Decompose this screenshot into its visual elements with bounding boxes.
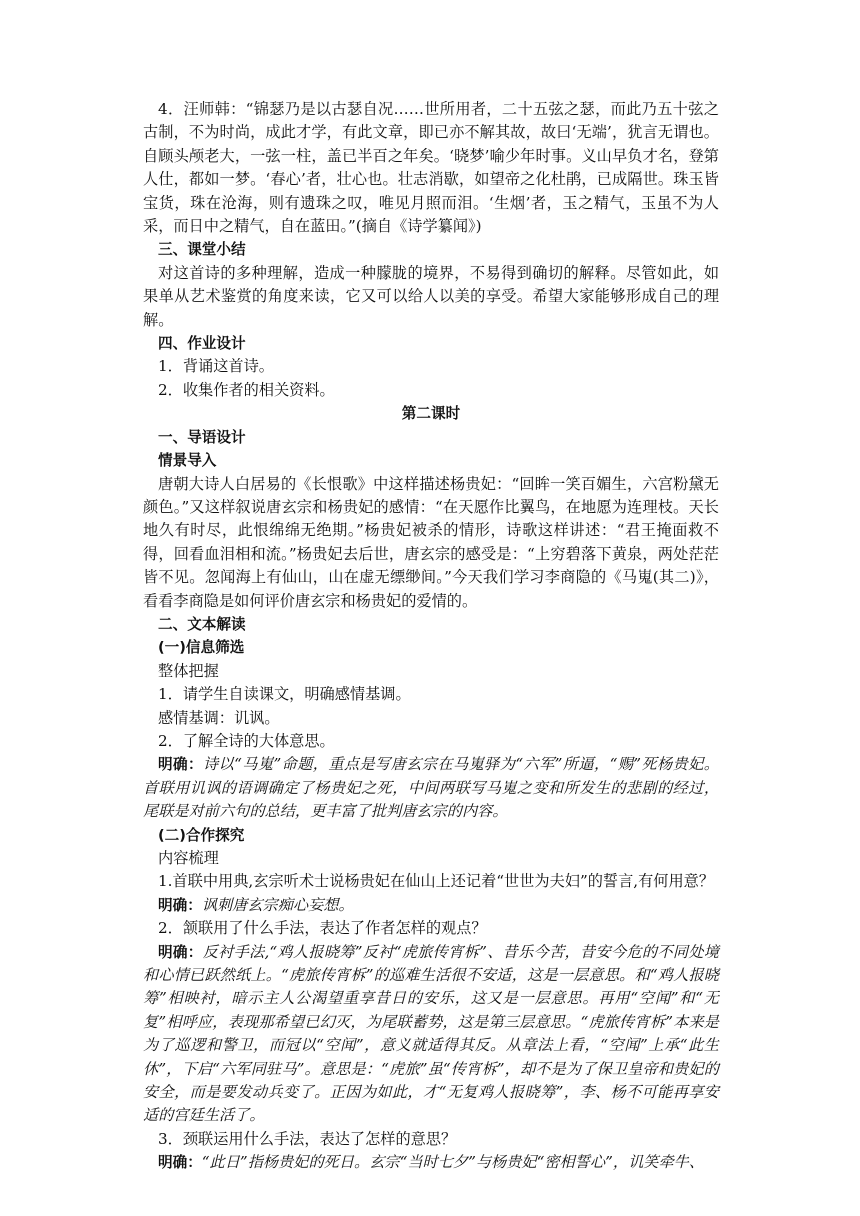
subheading-content: 内容梳理: [158, 849, 219, 867]
heading-class-summary: 三、课堂小结: [158, 241, 246, 259]
summary-paragraph: 对这首诗的多种理解，造成一种朦胧的境界，不易得到确切的解释。尽管如此，如果单从艺术鉴赏的角度来读，它又可以给人以美的享受。希望大家能够形成自己的理解。: [143, 263, 719, 329]
intro-paragraph: 唐朝大诗人白居易的《长恨歌》中这样描述杨贵妃：“回眸一笑百媚生，六宫粉黛无颜色。”又这样叙说唐玄宗和杨贵妃的感情：“在天愿作比翼鸟，在地愿为连理枝。天长地久有时尽，此恨绵绵无绝期。”杨贵妃被杀的情形，诗歌这样讲述：“君王掩面救不得，回看血泪相和流。”杨贵妃去后世，唐玄宗的感受是：“上穷碧落下黄泉，两处茫茫皆不见。忽闻海上有仙山，山在虚无缥缈间。”今天我们学习李商隐的《马嵬(其二)》，看看李商隐是如何评价唐玄宗和杨贵妃的爱情的。: [143, 474, 719, 610]
answer-2-text: 诗以“马嵬”命题，重点是写唐玄宗在马嵬驿为“六军”所逼，“赐”死杨贵妃。首联用讥讽的语调确定了杨贵妃之死，中间两联写马嵬之变和所发生的悲剧的经过，尾联是对前六句的总结，更丰富了批判唐玄宗的内容。: [143, 755, 719, 821]
clarify-label: 明确：: [158, 943, 203, 961]
quote-paragraph-wang-shihan: 4．汪师韩：“锦瑟乃是以古瑟自况……世所用者，二十五弦之瑟，而此乃五十弦之古制，不为时尚，成此才学，有此文章，即已亦不解其故，故曰‘无端’，犹言无谓也。自顾头颅老大，一弦一柱，盖已半百之年矣。‘晓梦’喻少年时事。义山早负才名，登第人仕，都如一梦。‘春心’者，壮心也。壮志消歇，如望帝之化杜鹃，已成隔世。珠玉皆宝货，珠在沧海，则有遗珠之叹，唯见月照而泪。‘生烟’者，玉之精气，玉虽不为人采，而日中之精气，自在蓝田。”(摘自《诗学纂闻》): [143, 100, 719, 236]
heading-info-filter: (一)信息筛选: [158, 639, 245, 657]
heading-cooperation: (二)合作探究: [158, 826, 245, 844]
clarify-label: 明确：: [158, 896, 202, 914]
homework-item-1: 1．背诵这首诗。: [158, 357, 274, 376]
coop-answer-2-text: 反衬手法,“鸡人报晓筹”反衬“虎旅传宵柝”、昔乐今苦，昔安今危的不同处境和心情已跃然纸上。“虎旅传宵柝”的巡难生活很不安适，这是一层意思。和“鸡人报晓筹”相映衬，暗示主人公渴望重享昔日的安乐，这又是一层意思。再用“空闻”和“无复”相呼应，表现那希望已幻灭，为尾联蓄势，这是第三层意思。“虎旅传宵柝”本来是为了巡逻和警卫，而冠以“空闻”，意义就适得其反。从章法上看，“空闻”上承“此生休”，下启“六军同驻马”。意思是：“虎旅”虽“传宵柝”，却不是为了保卫皇帝和贵妃的安全，而是要发动兵变了。正因为如此，才“无复鸡人报晓筹”，李、杨不可能再享安适的宫廷生活了。: [143, 942, 719, 1125]
coop-answer-3-text: “此日”指杨贵妃的死日。玄宗“当时七夕”与杨贵妃“密相誓心”，讥笑牵牛、: [201, 1153, 705, 1172]
answer-1: 感情基调：讥讽。: [158, 708, 280, 727]
coop-answer-1-text: 讽刺唐玄宗痴心妄想。: [201, 895, 354, 914]
coop-question-3: 3．颈联运用什么手法，表达了怎样的意思？: [158, 1129, 457, 1148]
lesson-title: 第二课时: [401, 405, 461, 423]
clarify-label: 明确：: [158, 756, 203, 774]
question-1: 1．请学生自读课文，明确感情基调。: [158, 685, 411, 704]
subheading-overall: 整体把握: [158, 661, 219, 680]
question-2: 2．了解全诗的大体意思。: [158, 731, 335, 750]
answer-2: [143, 753, 719, 823]
coop-answer-2: [143, 941, 719, 1128]
coop-answer-3: [143, 1151, 719, 1174]
coop-question-2: 2．颔联用了什么手法，表达了作者怎样的观点？: [158, 919, 487, 938]
clarify-label: 明确：: [158, 1154, 202, 1172]
heading-intro-design: 一、导语设计: [158, 428, 246, 446]
heading-homework: 四、作业设计: [158, 335, 246, 353]
subheading-scene-intro: 情景导入: [158, 452, 217, 470]
homework-item-2: 2．收集作者的相关资料。: [158, 380, 335, 399]
coop-answer-1: [143, 894, 719, 917]
document-body: [143, 98, 719, 1175]
coop-question-1: 1.首联中用典,玄宗听术士说杨贵妃在仙山上还记着“世世为夫妇”的誓言,有何用意？: [158, 872, 715, 891]
heading-text-reading: 二、文本解读: [158, 615, 246, 633]
